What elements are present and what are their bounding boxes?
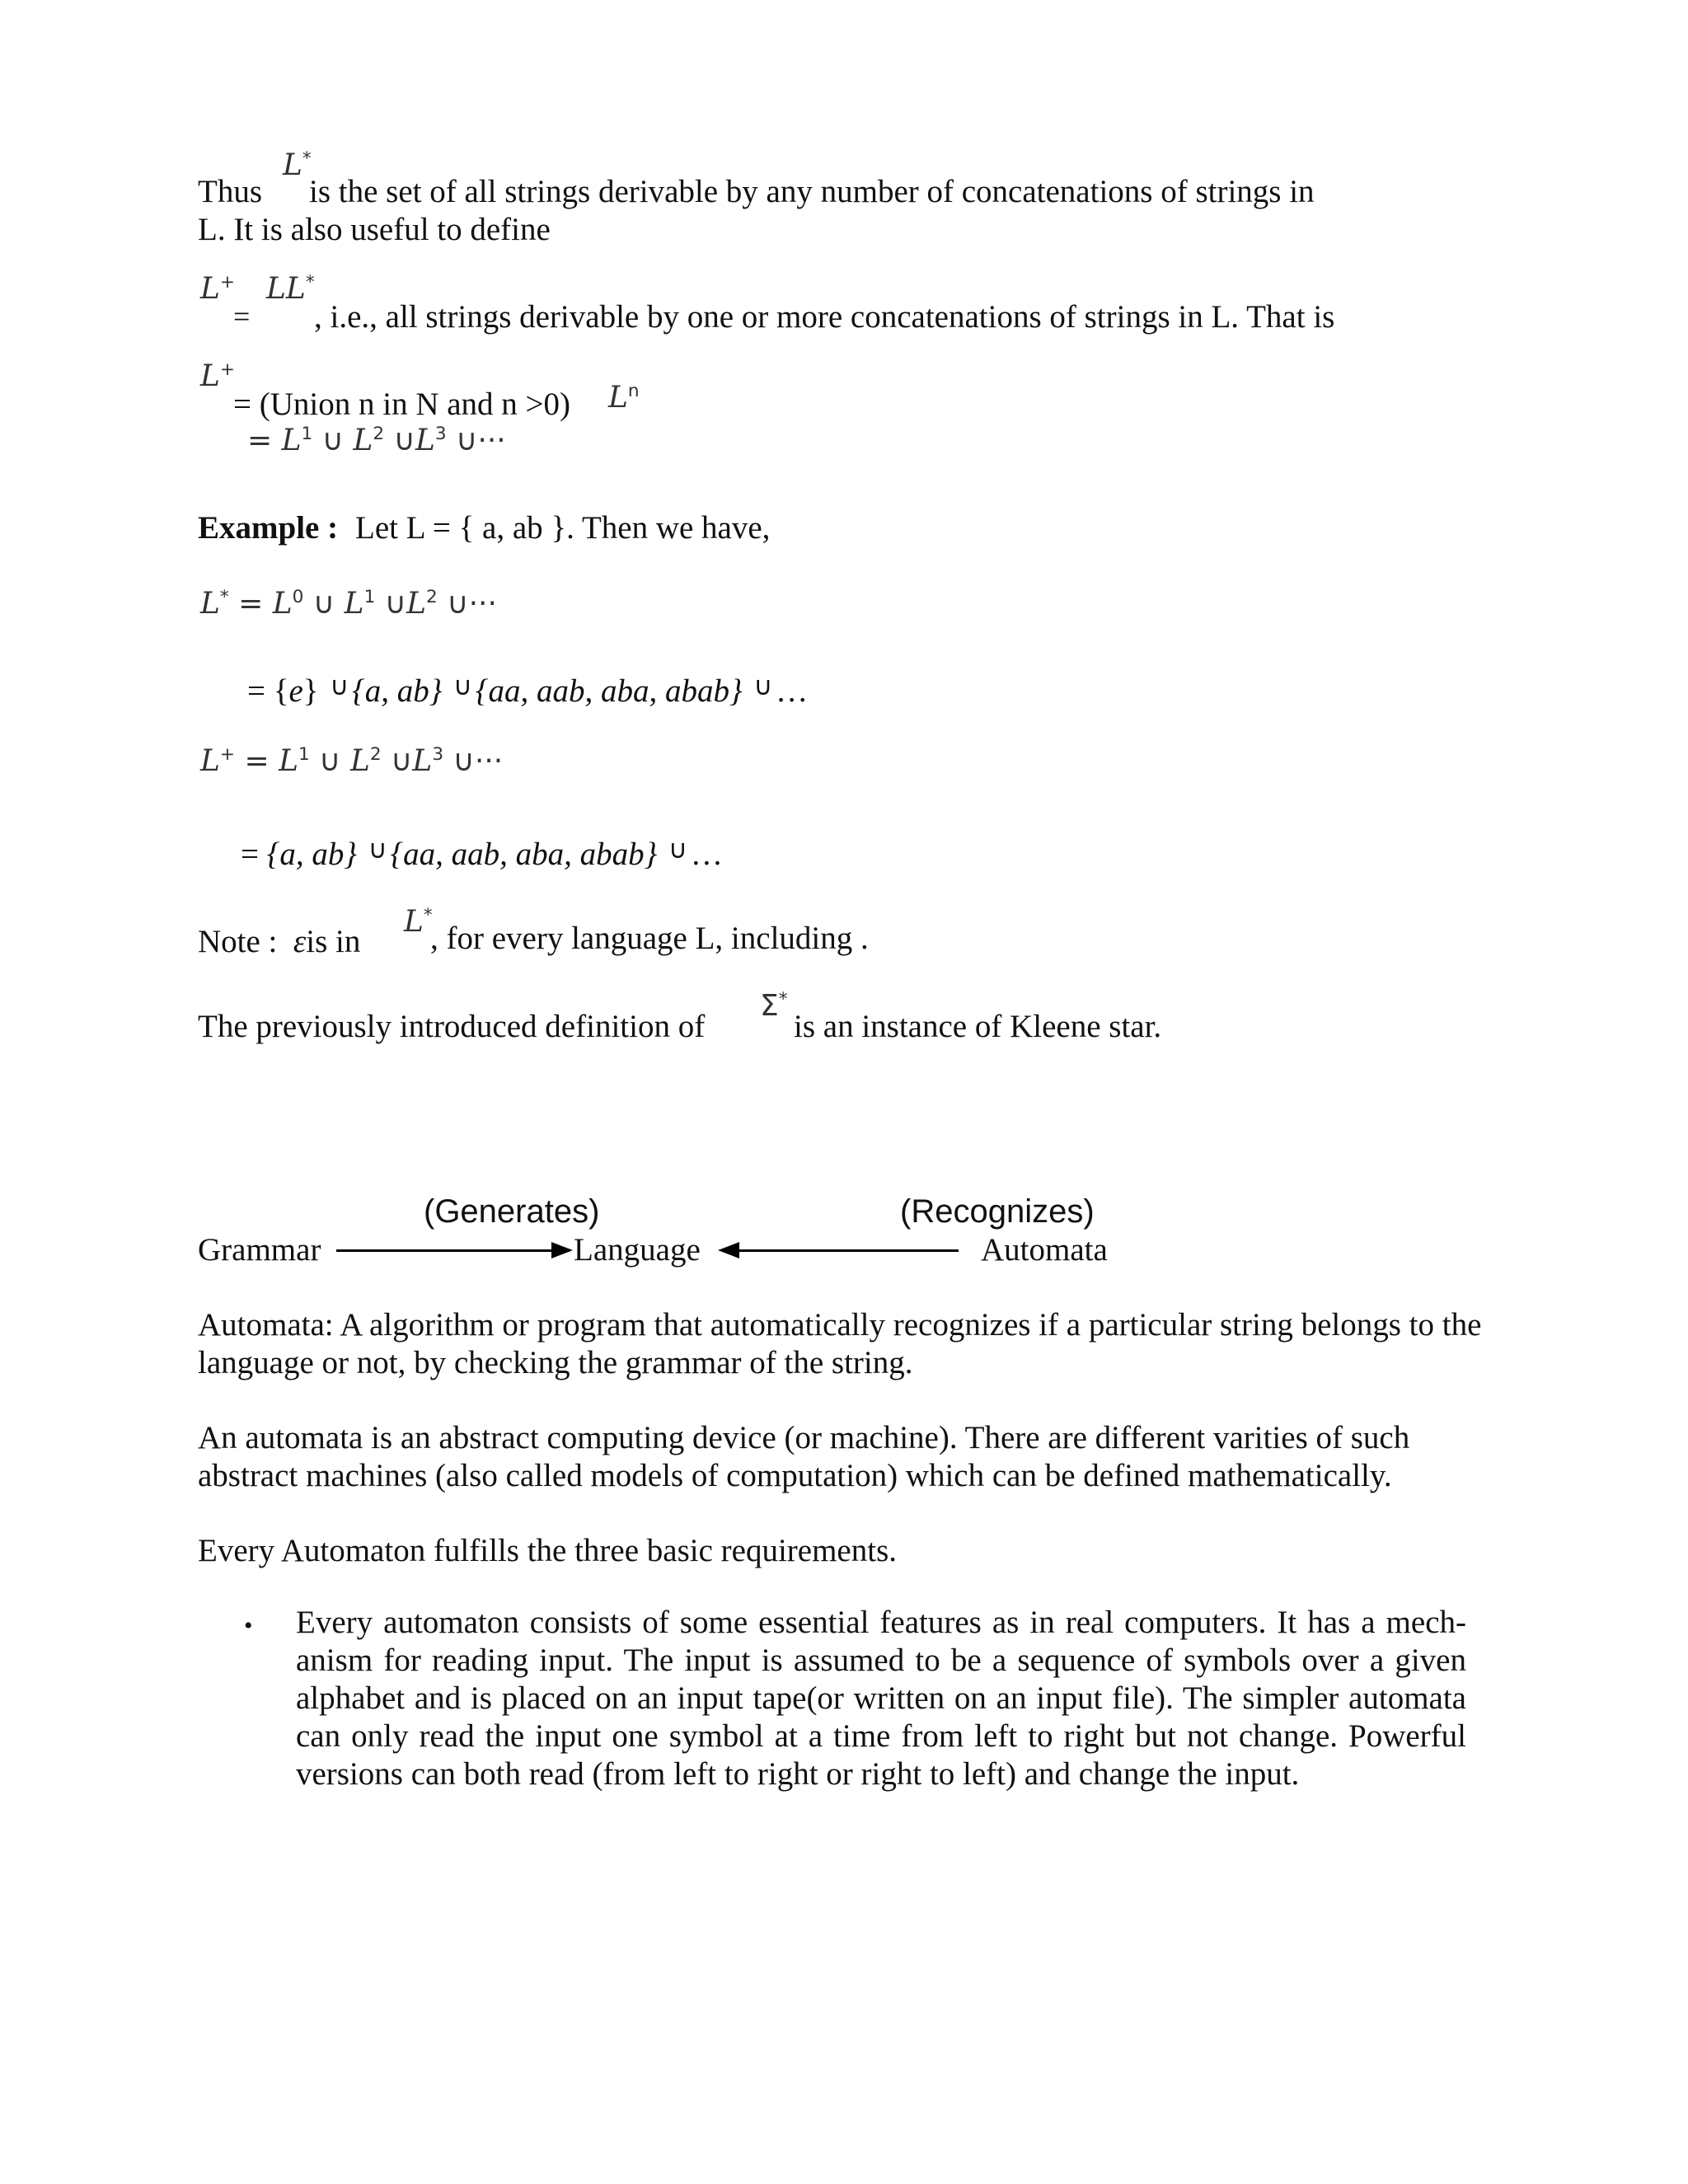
l-star-note: L* [404,905,433,939]
l-star-symbol: L* [283,148,312,182]
intro-line1: is the set of all strings derivable by any number of concatenations of strings in [309,174,1315,209]
generates-label: (Generates) [424,1193,600,1230]
l-n-symbol: $L^n$ [608,381,640,415]
l-plus-sets: = {a, ab} ∪ {aa, aab, aba, abab} ∪ … [241,835,723,872]
language-node: Language [574,1232,701,1268]
union-def-text: = (Union n in N and n >0) [233,387,571,422]
sigma-star-symbol: Σ* [760,989,788,1023]
note-line: Note : εis in [198,924,361,959]
equals-sign: = [233,300,251,333]
automata-node: Automata [981,1232,1108,1268]
l-plus-symbol-2: L+ [200,359,235,393]
l-star-sets: = {e} ∪ {a, ab} ∪ {aa, aab, aba, abab} ∪ … [247,672,809,709]
example-label: Example : [198,510,339,546]
example-text: Let L = { a, ab }. Then we have, [355,510,771,546]
ll-star-symbol: LL* [266,272,315,306]
abstract-device-paragraph: An automata is an abstract computing device (or machine). There are different varities of such abstract machines (also called models of computation) which can be defined mathematically. [198,1420,1410,1493]
l-plus-symbol: L+ [200,272,235,306]
kleene-pre: The previously introduced definition of [198,1009,706,1044]
intro-line2: L. It is also useful to define [198,212,551,247]
intro-thus: Thus [198,174,262,209]
recognizes-arrow-line [738,1249,959,1252]
kleene-post: is an instance of Kleene star. [794,1009,1162,1044]
recognizes-label: (Recognizes) [900,1193,1095,1230]
generates-arrow-head [551,1242,573,1258]
plus-def-text: , i.e., all strings derivable by one or more concatenations of strings in L. That is [314,299,1335,335]
l-plus-expansion: $L^+ = L^1$ ∪ $L^2$ $\cup L^3$ ∪··· [200,744,504,778]
bullet-item: Every automaton consists of some essential features as in real computers. It has a mech-anism for reading input. The input is assumed to be a sequence of symbols over a given alphabet and is placed on an input tape(or written on an input file). The simpler automata can only read the input one symbol at a time from left to right but not change. Powerful versions can both read (from left to right or right to left) and change the input. [296,1605,1466,1792]
union-expansion: = $L^1$ ∪ $L^2$ $\cup L^3$ ∪··· [247,424,506,457]
l-star-expansion: $L^* = L^0$ ∪ $L^1$ $\cup L^2$ ∪··· [200,587,497,621]
recognizes-arrow-head [718,1242,739,1258]
generates-arrow-line [336,1249,555,1252]
automata-definition: Automata: A algorithm or program that automatically recognizes if a particular string belongs to the language or not, by checking the grammar of the string. [198,1307,1482,1380]
requirements-paragraph: Every Automaton fulfills the three basic requirements. [198,1533,898,1568]
note-rest: , for every language L, including . [430,921,869,956]
grammar-node: Grammar [198,1232,321,1268]
bullet-marker: • [244,1612,253,1639]
